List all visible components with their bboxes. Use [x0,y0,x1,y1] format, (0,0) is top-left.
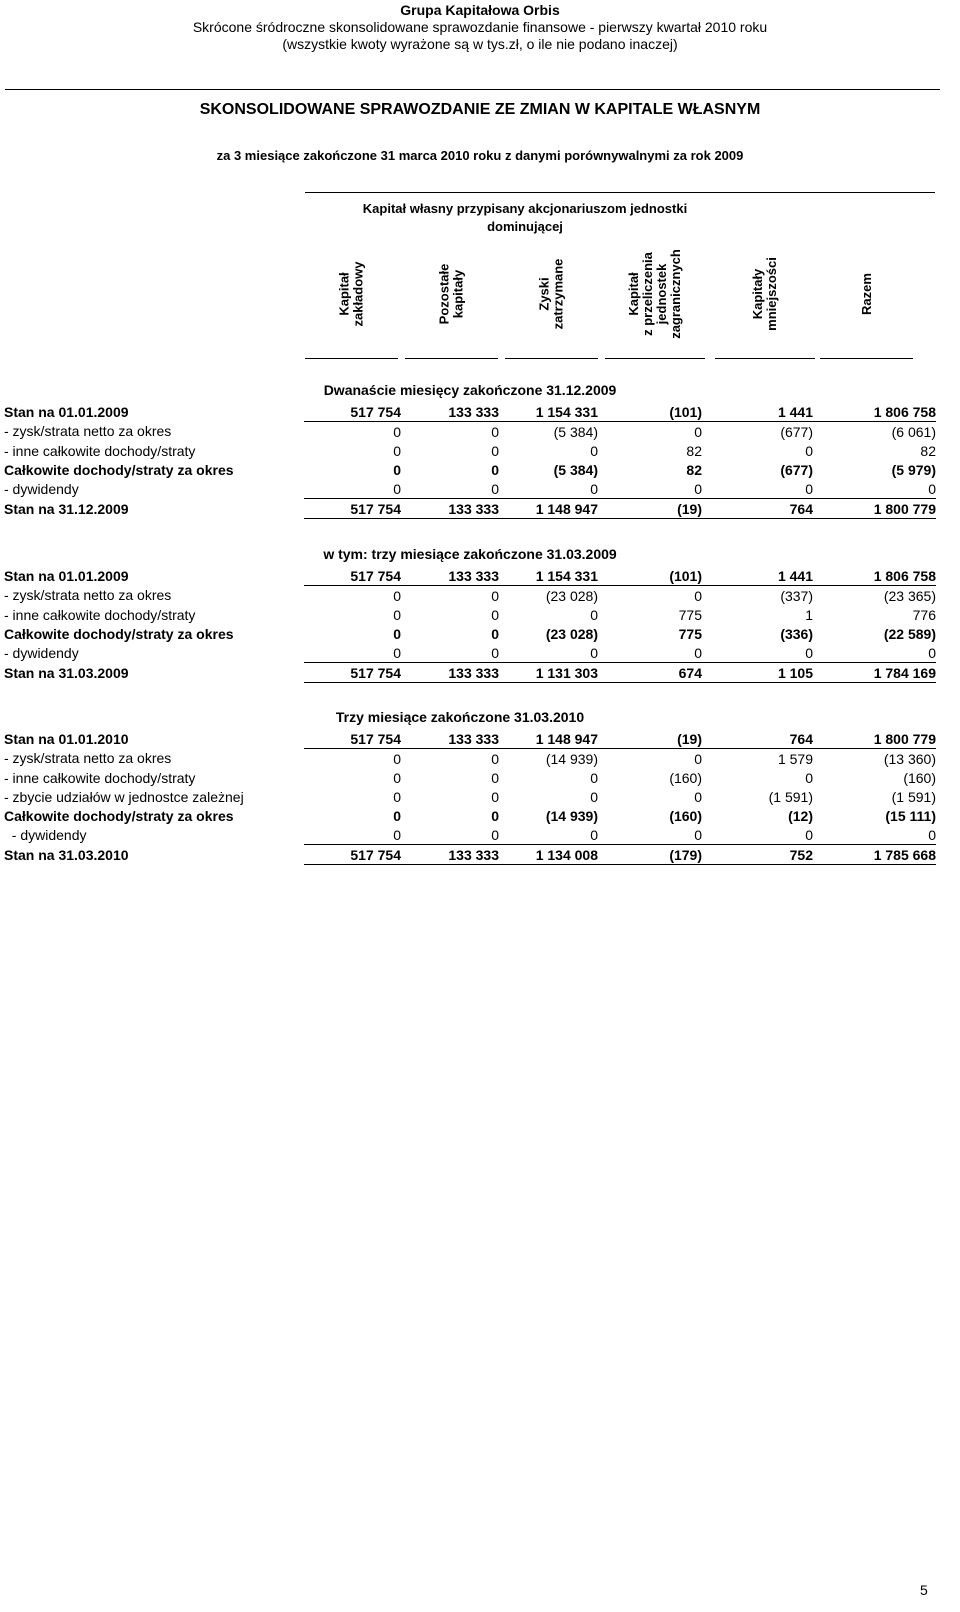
table-row [4,586,936,606]
row-label: - inne całkowite dochody/straty [4,606,196,623]
cell-value: 0 [928,480,936,497]
cell-value: 517 754 [304,663,401,683]
cell-value: 1 154 331 [499,566,598,586]
cell-value: (160) [669,807,702,824]
cell-value: 0 [491,769,499,786]
cell-value: (677) [780,461,813,478]
row-label: Stan na 01.01.2009 [4,403,129,420]
cell-value: 1 785 668 [813,845,936,865]
cell-value: 0 [393,480,401,497]
section-title: Dwanaście miesięcy zakończone 31.12.2009 [323,382,617,398]
cell-value: 0 [393,826,401,843]
cell-value: 1 148 947 [499,729,598,749]
cell-value: 0 [491,750,499,767]
column-header-minority-interest [715,244,815,344]
row-label: Stan na 31.12.2009 [4,500,129,517]
statement-period: za 3 miesiące zakończone 31 marca 2010 roku z danymi porównywalnymi za rok 2009 [216,148,744,163]
row-label: Całkowite dochody/straty za okres [4,807,234,824]
table-row [4,441,936,460]
cell-value: (14 939) [545,750,598,767]
table-row [4,806,936,825]
equity-table [4,729,936,865]
cell-value: 752 [702,845,813,865]
cell-value: 82 [686,461,702,478]
group-header: Kapitał własny przypisany akcjonariuszom jednostki dominującej [362,201,688,234]
row-label: - zysk/strata netto za okres [4,587,172,604]
column-header-label: Kapitał z przeliczenia jednostek zagranicznych [626,249,683,339]
cell-value: 0 [491,606,499,623]
cell-value: (12) [788,807,813,824]
table-row [4,402,936,422]
cell-value: 0 [590,788,598,805]
table-row [4,825,936,845]
cell-value: 0 [694,423,702,440]
cell-value: (5 979) [891,461,936,478]
cell-value: (23 365) [883,587,936,604]
column-header-label: Razem [858,273,874,315]
cell-value: 133 333 [401,729,499,749]
table-row [4,499,936,519]
cell-value: 0 [590,769,598,786]
cell-value: (337) [780,587,813,604]
cell-value: 517 754 [304,845,401,865]
column-header-translation-reserve [605,244,705,344]
row-label: - dywidendy [4,826,87,843]
cell-value: 0 [393,807,401,824]
cell-value: 0 [694,480,702,497]
row-label: Całkowite dochody/straty za okres [4,625,234,642]
page-number: 5 [920,1582,928,1598]
table-row [4,479,936,499]
cell-value: 0 [694,788,702,805]
equity-table [4,402,936,519]
table-row [4,749,936,769]
cell-value: 82 [920,442,936,459]
table-row [4,787,936,806]
cell-value: 0 [491,625,499,642]
cell-value: 517 754 [304,499,401,519]
cell-value: (14 939) [545,807,598,824]
table-row [4,566,936,586]
cell-value: 0 [491,461,499,478]
row-label: Stan na 31.03.2009 [4,664,129,681]
table-row [4,643,936,663]
cell-value: 1 [805,606,813,623]
cell-value: (179) [598,845,702,865]
row-label: - dywidendy [4,644,79,661]
cell-value: 0 [491,480,499,497]
cell-value: (101) [598,566,702,586]
cell-value: 0 [928,644,936,661]
cell-value: 133 333 [401,499,499,519]
cell-value: 0 [393,606,401,623]
cell-value: 517 754 [304,729,401,749]
cell-value: 1 154 331 [499,402,598,422]
row-label: - inne całkowite dochody/straty [4,769,196,786]
table-row [4,422,936,442]
cell-value: 0 [393,644,401,661]
cell-value: (5 384) [553,461,598,478]
column-header-label: Zyski zatrzymane [536,258,566,330]
table-row [4,624,936,643]
table-row [4,663,936,683]
cell-value: (5 384) [553,423,598,440]
equity-table [4,566,936,683]
cell-value: 0 [590,442,598,459]
column-rule [715,358,815,359]
cell-value: (23 028) [545,625,598,642]
cell-value: (23 028) [545,587,598,604]
cell-value: 0 [590,826,598,843]
cell-value: 0 [805,442,813,459]
cell-value: 1 441 [702,402,813,422]
row-label: - zysk/strata netto za okres [4,750,172,767]
cell-value: (15 111) [885,807,936,824]
row-label: - inne całkowite dochody/straty [4,442,196,459]
cell-value: 1 806 758 [813,402,936,422]
cell-value: 0 [393,750,401,767]
cell-value: (336) [780,625,813,642]
column-header-other-capital [405,244,498,344]
table-row [4,605,936,624]
section-title: w tym: trzy miesiące zakończone 31.03.2009 [323,546,617,562]
row-label: - zysk/strata netto za okres [4,423,172,440]
column-rule [305,358,398,359]
cell-value: 1 131 303 [499,663,598,683]
cell-value: (1 591) [891,788,936,805]
column-header-label: Pozostałe kapitały [436,263,466,325]
cell-value: 1 579 [777,750,813,767]
column-rule [605,358,705,359]
cell-value: 0 [590,606,598,623]
currency-note: (wszystkie kwoty wyrażone są w tys.zł, o ile nie podano inaczej) [282,36,678,52]
cell-value: 0 [805,644,813,661]
cell-value: 0 [491,807,499,824]
cell-value: (677) [780,423,813,440]
cell-value: 82 [686,442,702,459]
cell-value: 764 [702,729,813,749]
column-header-share-capital [305,244,398,344]
cell-value: 1 800 779 [813,729,936,749]
cell-value: 0 [491,788,499,805]
cell-value: 0 [393,442,401,459]
group-header-rule [305,192,935,193]
cell-value: 0 [590,480,598,497]
cell-value: 775 [678,606,702,623]
cell-value: 0 [491,423,499,440]
cell-value: 1 784 169 [813,663,936,683]
cell-value: 0 [393,587,401,604]
cell-value: (6 061) [891,423,936,440]
cell-value: 0 [393,769,401,786]
row-label: Stan na 31.03.2010 [4,846,129,863]
cell-value: 0 [694,750,702,767]
cell-value: 0 [393,423,401,440]
cell-value: (22 589) [883,625,936,642]
cell-value: (160) [669,769,702,786]
cell-value: 0 [491,442,499,459]
cell-value: 133 333 [401,663,499,683]
cell-value: 0 [805,769,813,786]
cell-value: 776 [912,606,936,623]
cell-value: 1 441 [702,566,813,586]
cell-value: 517 754 [304,402,401,422]
cell-value: 0 [393,788,401,805]
cell-value: 674 [598,663,702,683]
section-title: Trzy miesiące zakończone 31.03.2010 [335,709,585,725]
table-row [4,845,936,865]
cell-value: 0 [805,480,813,497]
cell-value: (19) [598,499,702,519]
cell-value: 0 [694,826,702,843]
cell-value: 0 [393,625,401,642]
cell-value: 133 333 [401,566,499,586]
cell-value: 1 806 758 [813,566,936,586]
header-divider [5,89,940,90]
cell-value: (13 360) [883,750,936,767]
statement-title: SKONSOLIDOWANE SPRAWOZDANIE ZE ZMIAN W KAPITALE WŁASNYM [199,101,761,118]
cell-value: 1 134 008 [499,845,598,865]
cell-value: 1 105 [702,663,813,683]
cell-value: 0 [805,826,813,843]
report-subtitle: Skrócone śródroczne skonsolidowane sprawozdanie finansowe - pierwszy kwartał 2010 roku [192,19,768,35]
cell-value: 133 333 [401,845,499,865]
cell-value: 0 [393,461,401,478]
cell-value: 0 [491,644,499,661]
table-row [4,460,936,479]
cell-value: (101) [598,402,702,422]
table-row [4,729,936,749]
column-rule [405,358,498,359]
row-label: - zbycie udziałów w jednostce zależnej [4,788,244,805]
column-rule [505,358,598,359]
cell-value: 0 [491,826,499,843]
column-rule [820,358,913,359]
cell-value: 0 [491,587,499,604]
table-row [4,768,936,787]
cell-value: 0 [590,644,598,661]
column-header-label: Kapitał zakładowy [336,261,366,327]
row-label: Całkowite dochody/straty za okres [4,461,234,478]
column-header-retained-earnings [505,244,598,344]
cell-value: 0 [694,587,702,604]
cell-value: 764 [702,499,813,519]
cell-value: 0 [694,644,702,661]
cell-value: 775 [678,625,702,642]
cell-value: (1 591) [768,788,813,805]
cell-value: (19) [598,729,702,749]
cell-value: 1 800 779 [813,499,936,519]
cell-value: 1 148 947 [499,499,598,519]
cell-value: (160) [903,769,936,786]
row-label: Stan na 01.01.2010 [4,730,129,747]
company-name: Grupa Kapitałowa Orbis [400,2,560,18]
cell-value: 133 333 [401,402,499,422]
column-header-label: Kapitały mniejszości [749,257,779,331]
row-label: - dywidendy [4,480,79,497]
cell-value: 0 [928,826,936,843]
cell-value: 517 754 [304,566,401,586]
column-header-total [820,244,913,344]
row-label: Stan na 01.01.2009 [4,567,129,584]
